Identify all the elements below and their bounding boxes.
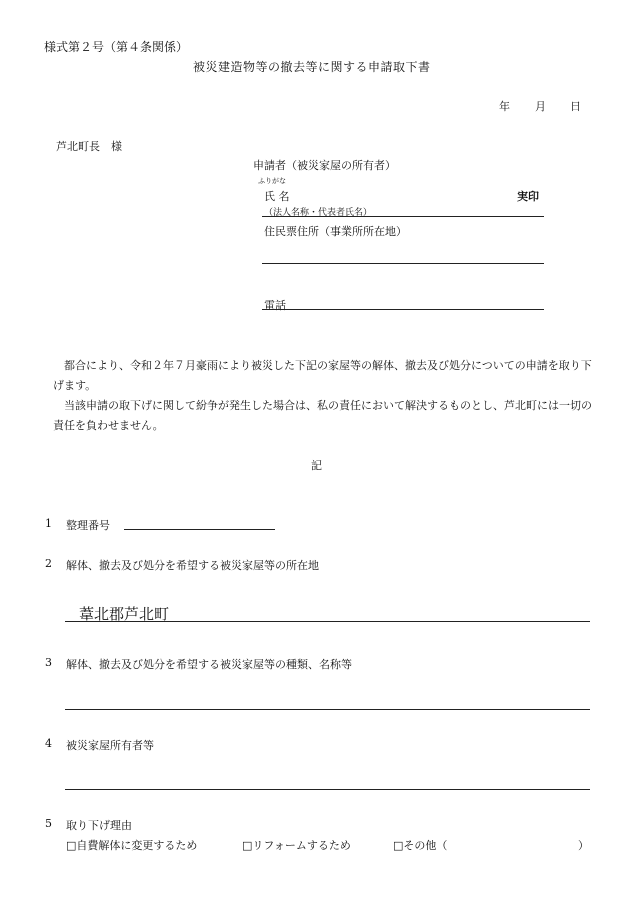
item-3-field-line[interactable] [65,709,590,710]
item-1-field-line[interactable] [124,529,275,530]
form-number: 様式第２号（第４条関係） [44,40,189,54]
item-2-label: 解体、撤去及び処分を希望する被災家屋等の所在地 [66,559,319,572]
corp-name-note: （法人名称・代表者氏名） [264,208,373,218]
date-day-label: 日 [570,100,581,113]
body-paragraph-2: 当該申請の取下げに関して紛争が発生した場合は、私の責任において解決するものとし、芦北町には一切の責任を負わせません。 [53,399,592,432]
item-4-field-line[interactable] [65,789,590,790]
item-2-value: 葦北郡芦北町 [79,605,170,623]
reason-reform-checkbox[interactable]: □リフォームするため [242,839,351,852]
applicant-heading: 申請者（被災家屋の所有者） [253,159,396,172]
furigana-label: ふりがな [258,177,286,185]
item-4-label: 被災家屋所有者等 [66,739,154,752]
name-label: 氏 名 [264,190,290,203]
reason-other-checkbox[interactable]: □その他（ [393,839,448,852]
address-label: 住民票住所（事業所所在地） [264,225,407,238]
item-3-label: 解体、撤去及び処分を希望する被災家屋等の種類、名称等 [66,658,352,671]
seal-label: 実印 [517,190,539,203]
item-1-label: 整理番号 [66,519,110,532]
reason-self-demolition-checkbox[interactable]: □自費解体に変更するため [66,839,198,852]
addressee: 芦北町長 様 [56,140,122,153]
reason-other-close-paren: ） [578,839,589,852]
name-field-line[interactable] [262,216,544,217]
item-2-field-line[interactable] [65,621,590,622]
item-5-number: 5 [45,817,52,830]
phone-field-line[interactable] [262,309,544,310]
ki-heading: 記 [311,459,322,472]
date-month-label: 月 [535,100,546,113]
phone-label: 電話 [264,299,286,312]
item-4-number: 4 [45,737,52,750]
date-year-label: 年 [499,100,510,113]
body-paragraph-1: 都合により、令和２年７月豪雨により被災した下記の家屋等の解体、撤去及び処分についての申請を取り下げます。 [53,359,592,392]
address-field-line[interactable] [262,263,544,264]
item-2-number: 2 [45,557,52,570]
item-5-label: 取り下げ理由 [66,819,132,832]
item-1-number: 1 [45,517,52,530]
document-title: 被災建造物等の撤去等に関する申請取下書 [193,60,431,74]
item-3-number: 3 [45,656,52,669]
